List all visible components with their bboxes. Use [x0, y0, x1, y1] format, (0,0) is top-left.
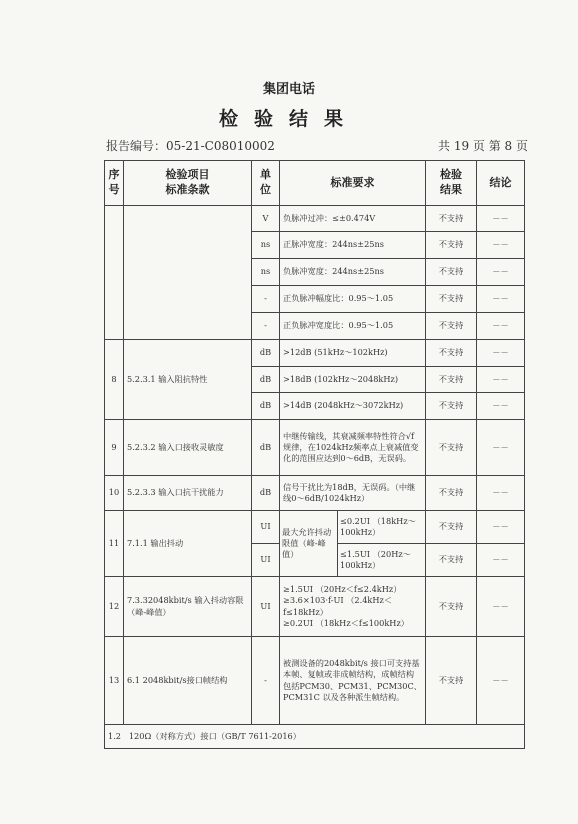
header-item: 检验项目 标准条款	[124, 161, 252, 206]
item-cell: 7.3.32048kbit/s 输入抖动容限（峰-峰值）	[124, 577, 252, 637]
requirement-cell: 正负脉冲宽度比：0.95～1.05	[280, 313, 426, 340]
unit-cell: UI	[252, 577, 280, 637]
result-cell: 不支持	[426, 476, 477, 511]
conclusion-cell: －－	[477, 259, 525, 286]
unit-cell: dB	[252, 420, 280, 476]
unit-cell: UI	[252, 544, 280, 577]
result-cell: 不支持	[426, 340, 477, 367]
result-cell: 不支持	[426, 544, 477, 577]
requirement-cell: 信号干扰比为18dB，无误码。（中继线0～6dB/1024kHz）	[280, 476, 426, 511]
section-footer-cell	[105, 725, 525, 749]
seq-cell: 11	[105, 511, 124, 577]
requirement-line: ≥0.2UI （18kHz＜f≤100kHz）	[283, 617, 409, 628]
table-row	[105, 577, 525, 637]
result-cell: 不支持	[426, 313, 477, 340]
requirement-cell: ≤0.2UI （18kHz～100kHz）	[338, 511, 426, 544]
conclusion-cell: －－	[477, 286, 525, 313]
unit-cell: ns	[252, 232, 280, 259]
section-number: 1.2	[108, 730, 122, 741]
header-requirement: 标准要求	[280, 161, 426, 206]
requirement-cell: ≤1.5UI （20Hz～100kHz）	[338, 544, 426, 577]
seq-cell: 10	[105, 476, 124, 511]
conclusion-cell: －－	[477, 340, 525, 367]
result-cell: 不支持	[426, 393, 477, 420]
unit-cell: dB	[252, 340, 280, 367]
conclusion-cell: －－	[477, 367, 525, 393]
unit-cell: -	[252, 313, 280, 340]
result-cell: 不支持	[426, 511, 477, 544]
organization-name: 集团电话	[262, 82, 315, 97]
conclusion-cell: －－	[477, 637, 525, 725]
result-cell: 不支持	[426, 286, 477, 313]
result-cell: 不支持	[426, 637, 477, 725]
conclusion-cell: －－	[477, 393, 525, 420]
conclusion-cell: －－	[477, 544, 525, 577]
unit-cell: ns	[252, 259, 280, 286]
conclusion-cell: －－	[477, 420, 525, 476]
unit-cell: dB	[252, 393, 280, 420]
header-result: 检验 结果	[426, 161, 477, 206]
requirement-line: ≥3.6×103·f-UI （2.4kHz＜f≤18kHz）	[283, 595, 393, 617]
result-cell: 不支持	[426, 232, 477, 259]
item-cell: 7.1.1 输出抖动	[124, 511, 252, 577]
header-seq: 序 号	[105, 161, 124, 206]
table-row	[105, 420, 525, 476]
conclusion-cell: －－	[477, 232, 525, 259]
seq-cell: 13	[105, 637, 124, 725]
results-table	[104, 160, 525, 749]
jitter-limit-label: 最大允许抖动限值（峰-峰值）	[280, 511, 338, 577]
result-cell: 不支持	[426, 367, 477, 393]
requirement-cell: >12dB (51kHz～102kHz)	[280, 340, 426, 367]
conclusion-cell: －－	[477, 206, 525, 232]
requirement-cell: >18dB (102kHz～2048kHz)	[280, 367, 426, 393]
requirement-line: ≥1.5UI （20Hz＜f≤2.4kHz）	[283, 584, 402, 595]
item-cell: 6.1 2048kbit/s接口帧结构	[124, 637, 252, 725]
result-cell: 不支持	[426, 206, 477, 232]
header-unit: 单 位	[252, 161, 280, 206]
conclusion-cell: －－	[477, 511, 525, 544]
seq-cell: 8	[105, 340, 124, 420]
unit-cell: UI	[252, 511, 280, 544]
item-cell: 5.2.3.3 输入口抗干扰能力	[124, 476, 252, 511]
table-row	[105, 476, 525, 511]
section-title: 120Ω（对称方式）接口（GB/T 7611-2016）	[128, 730, 301, 741]
result-cell: 不支持	[426, 259, 477, 286]
table-row	[105, 511, 525, 544]
requirement-cell: 中继传输线，其衰减频率特性符合√f规律，在1024kHz频率点上衰减值变化的范围应达到0～6dB，无误码。	[280, 420, 426, 476]
requirement-cell: 负脉冲宽度：244ns±25ns	[280, 259, 426, 286]
unit-cell: -	[252, 637, 280, 725]
requirement-cell: 正负脉冲幅度比：0.95～1.05	[280, 286, 426, 313]
item-cell: 5.2.3.2 输入口接收灵敏度	[124, 420, 252, 476]
unit-cell: dB	[252, 367, 280, 393]
result-cell: 不支持	[426, 577, 477, 637]
item-cell: 5.2.3.1 输入阻抗特性	[124, 340, 252, 420]
table-row	[105, 206, 525, 232]
section-footer-row	[105, 725, 525, 749]
table-header-row	[105, 161, 525, 206]
seq-cell: 12	[105, 577, 124, 637]
unit-cell: -	[252, 286, 280, 313]
item-cell	[124, 206, 252, 340]
header-conclusion: 结论	[477, 161, 525, 206]
seq-cell: 9	[105, 420, 124, 476]
requirement-cell: 被测设备的2048kbit/s 接口可支持基本帧、复帧或非成帧结构，成帧结构包括PCM30、PCM31、PCM30C、PCM31C 以及各种派生帧结构。	[280, 637, 426, 725]
document-title: 检验结果	[218, 108, 359, 130]
report-number: 报告编号：05-21-C08010002	[106, 139, 275, 153]
table-row	[105, 637, 525, 725]
unit-cell: V	[252, 206, 280, 232]
conclusion-cell: －－	[477, 476, 525, 511]
page-info: 共 19 页 第 8 页	[438, 139, 528, 153]
result-cell: 不支持	[426, 420, 477, 476]
conclusion-cell: －－	[477, 313, 525, 340]
table-row	[105, 340, 525, 367]
requirement-cell: >14dB (2048kHz～3072kHz)	[280, 393, 426, 420]
requirement-cell: 正脉冲宽度：244ns±25ns	[280, 232, 426, 259]
requirement-cell	[280, 577, 426, 637]
seq-cell	[105, 206, 124, 340]
requirement-cell: 负脉冲过冲：≤±0.474V	[280, 206, 426, 232]
unit-cell: dB	[252, 476, 280, 511]
conclusion-cell: －－	[477, 577, 525, 637]
